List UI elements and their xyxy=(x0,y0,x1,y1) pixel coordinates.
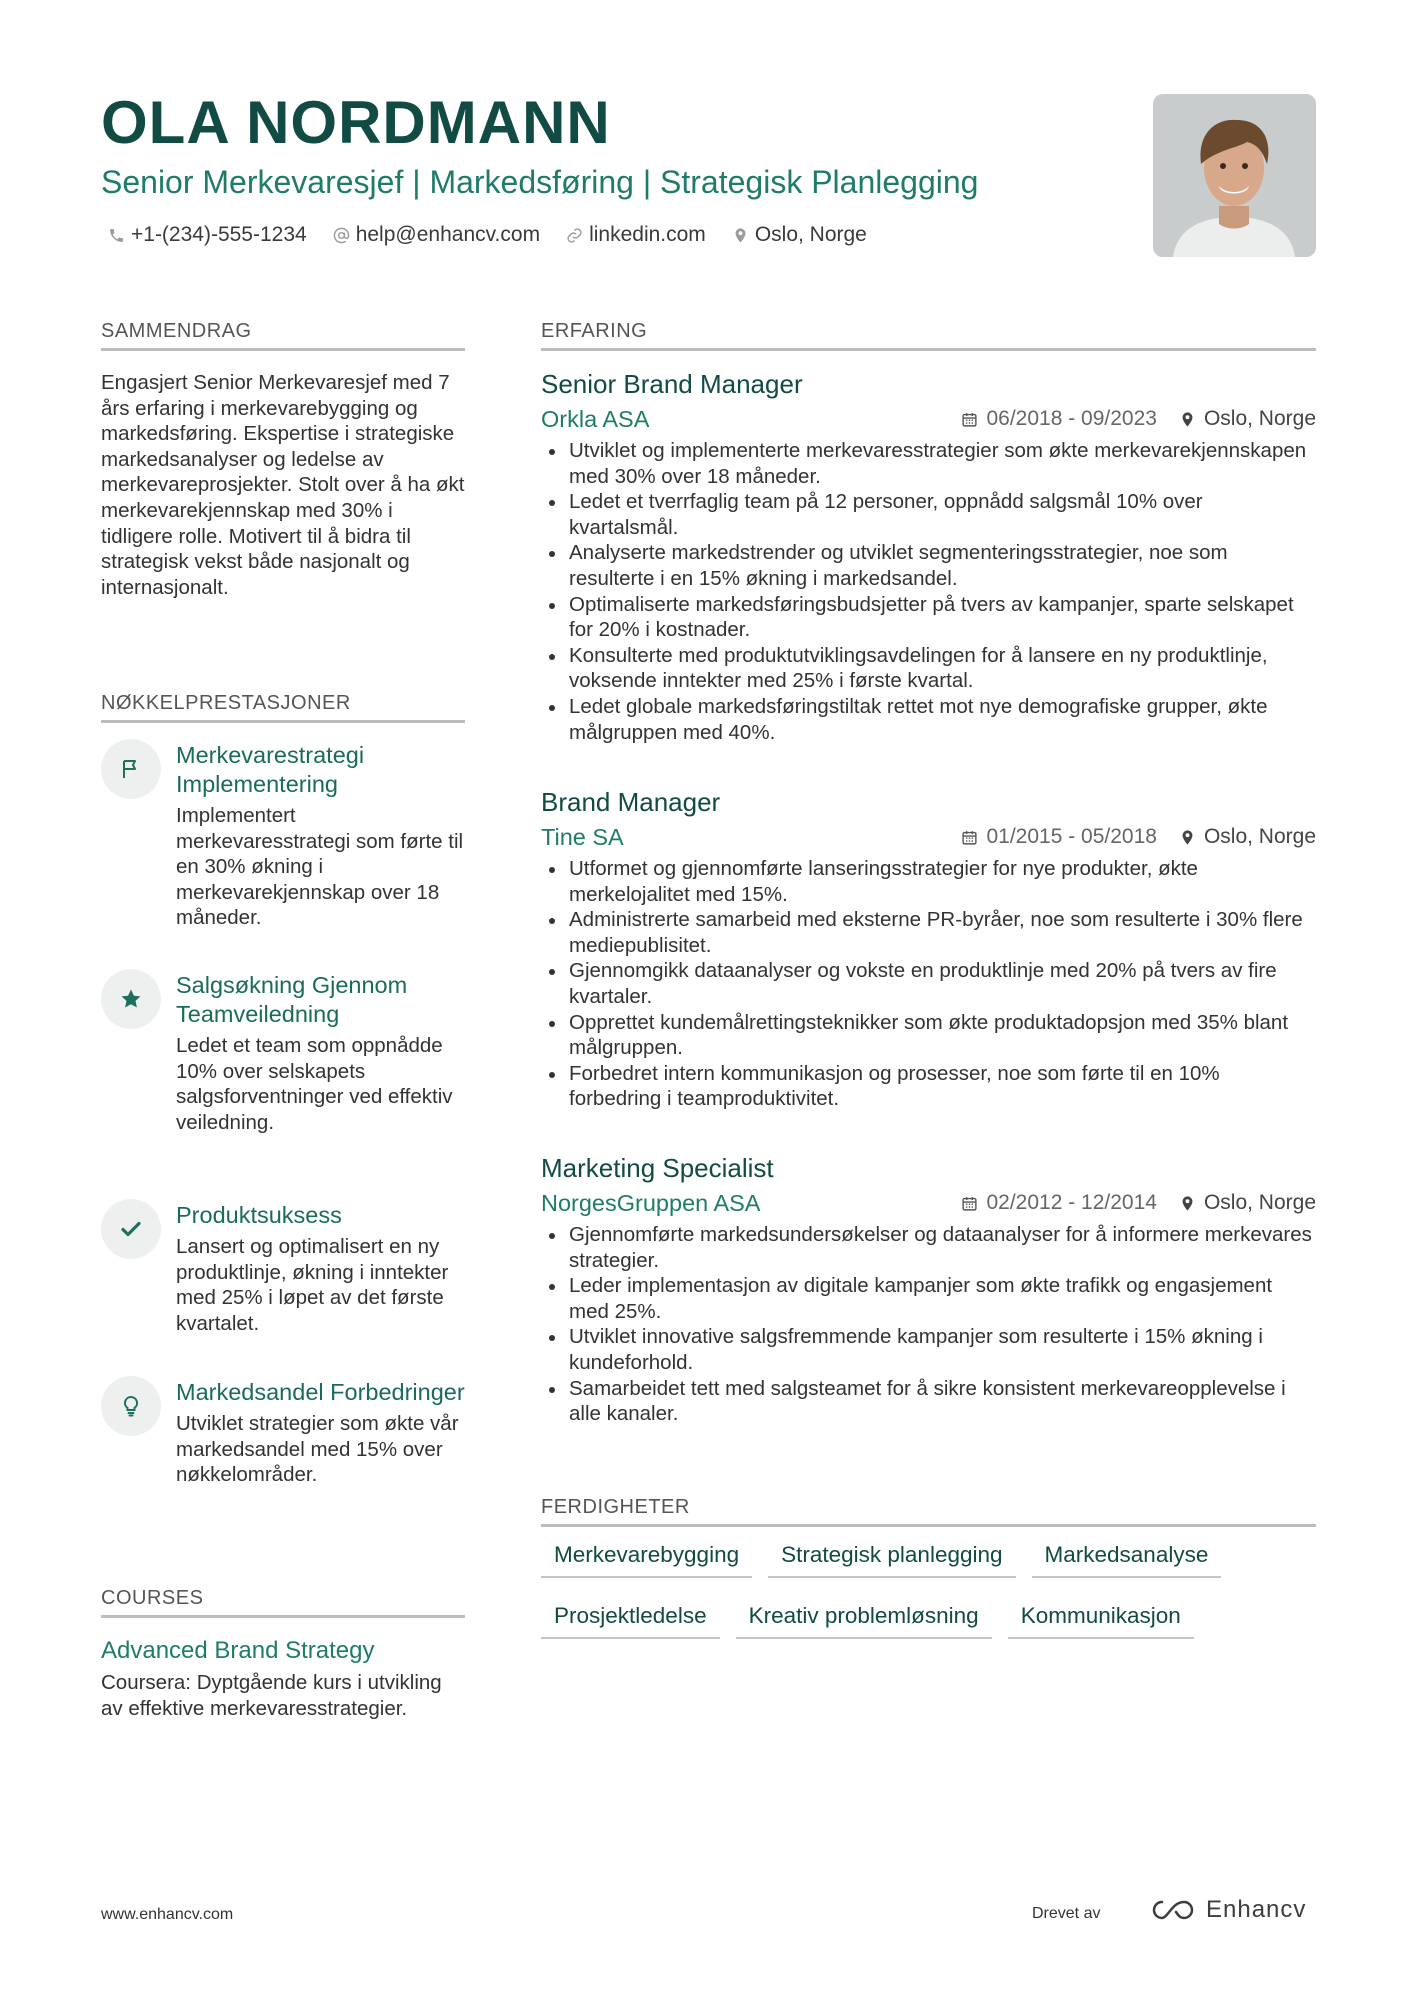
job-bullet: Optimaliserte markedsføringsbudsjetter på tvers av kampanjer, sparte selskapet for 20% i kostnader. xyxy=(541,592,1316,643)
job-company: NorgesGruppen ASA xyxy=(541,1190,761,1216)
course-title: Advanced Brand Strategy xyxy=(101,1637,375,1664)
profile-photo-illustration xyxy=(1153,94,1316,257)
location-pin-icon xyxy=(732,227,749,244)
link-icon xyxy=(566,227,583,244)
at-icon xyxy=(333,227,350,244)
summary-text: Engasjert Senior Merkevaresjef med 7 års erfaring i merkevarebygging og markedsføring. Ekspertise i strategiske markedsanalyser og ledelse av merkevareprosjekter. Stolt over å ha økt merkevarekjennskap med 30% i tidligere rolle. Motivert til å bidra til strategisk vekst både nasjonalt og internasjonalt. xyxy=(101,371,465,599)
job-bullets xyxy=(541,1222,1316,1427)
achievement-title: Merkevarestrategi Implementering xyxy=(176,742,365,797)
job-bullet: Forbedret intern kommunikasjon og prosesser, noe som førte til en 10% forbedring i teamproduktivitet. xyxy=(541,1061,1316,1112)
achievement-icon-wrap xyxy=(101,969,161,1029)
job-entry xyxy=(541,786,1316,1112)
skill-tag: Kommunikasjon xyxy=(1008,1601,1194,1639)
job-bullet: Gjennomførte markedsundersøkelser og dataanalyser for å informere merkevares strategier. xyxy=(541,1222,1316,1273)
job-bullets xyxy=(541,438,1316,745)
achievement-title: Produktsuksess xyxy=(176,1202,342,1228)
logo-wordmark: Enhancv xyxy=(1206,1896,1307,1923)
location-pin-icon xyxy=(1179,1195,1196,1212)
skill-tag: Prosjektledelse xyxy=(541,1601,720,1639)
footer-website[interactable]: www.enhancv.com xyxy=(101,1906,234,1923)
flag-icon xyxy=(119,757,143,781)
linkedin-text: linkedin.com xyxy=(589,223,706,246)
job-bullet: Utformet og gjennomførte lanseringsstrategier for nye produkter, økte merkelojalitet med 15%. xyxy=(541,856,1316,907)
infinity-logo-icon xyxy=(1150,1898,1196,1922)
job-entry xyxy=(541,1152,1316,1427)
enhancv-logo[interactable] xyxy=(1150,1896,1306,1924)
calendar-icon xyxy=(961,829,978,846)
skill-tag: Markedsanalyse xyxy=(1032,1540,1222,1578)
achievement-description: Implementert merkevaresstrategi som førte til en 30% økning i merkevarekjennskap over 18 måneder. xyxy=(176,804,464,930)
contact-bar xyxy=(108,220,867,250)
contact-linkedin[interactable] xyxy=(566,220,706,250)
achievement-description: Utviklet strategier som økte vår markedsandel med 15% over nøkkelområder. xyxy=(176,1412,459,1487)
achievement-icon-wrap xyxy=(101,1376,161,1436)
job-bullet: Administrerte samarbeid med eksterne PR-byråer, noe som resulterte i 30% flere mediepublisitet. xyxy=(541,907,1316,958)
job-bullets xyxy=(541,856,1316,1112)
job-location: Oslo, Norge xyxy=(1203,407,1316,430)
check-icon xyxy=(119,1217,143,1241)
job-title: Senior Brand Manager xyxy=(541,369,803,399)
job-bullet: Analyserte markedstrender og utviklet segmenteringsstrategier, noe som resulterte i en 15% økning i markedsandel. xyxy=(541,540,1316,591)
contact-phone xyxy=(108,220,307,250)
job-company: Tine SA xyxy=(541,824,624,850)
job-bullet: Konsulterte med produktutviklingsavdelingen for å lansere en ny produktlinje, voksende inntekter med 25% i første kvartal. xyxy=(541,643,1316,694)
profile-photo xyxy=(1153,94,1316,257)
job-bullet: Ledet et tverrfaglig team på 12 personer, oppnådd salgsmål 10% over kvartalsmål. xyxy=(541,489,1316,540)
job-company: Orkla ASA xyxy=(541,406,650,432)
job-dates: 06/2018 - 09/2023 xyxy=(986,407,1157,430)
achievement-item xyxy=(101,741,465,931)
star-icon xyxy=(119,987,143,1011)
job-entry xyxy=(541,368,1316,745)
job-bullet: Utviklet og implementerte merkevaresstrategier som økte merkevarekjennskapen med 30% over 18 måneder. xyxy=(541,438,1316,489)
job-bullet: Gjennomgikk dataanalyser og vokste en produktlinje med 20% på tvers av fire kvartaler. xyxy=(541,958,1316,1009)
skill-tag: Strategisk planlegging xyxy=(768,1540,1015,1578)
skill-tag: Merkevarebygging xyxy=(541,1540,752,1578)
achievement-item xyxy=(101,1201,465,1336)
footer-powered-by: Drevet av xyxy=(1032,1905,1101,1922)
achievement-icon-wrap xyxy=(101,1199,161,1259)
job-location: Oslo, Norge xyxy=(1203,1191,1316,1214)
email-text: help@enhancv.com xyxy=(355,223,541,246)
summary-section-title: SAMMENDRAG xyxy=(101,318,465,351)
headline: Senior Merkevaresjef | Markedsføring | Strategisk Planlegging xyxy=(101,164,979,200)
job-bullet: Opprettet kundemålrettingsteknikker som økte produktadopsjon med 35% blant målgruppen. xyxy=(541,1010,1316,1061)
achievement-item xyxy=(101,971,465,1135)
contact-email[interactable] xyxy=(333,220,540,250)
candidate-name: OLA NORDMANN xyxy=(101,89,611,156)
achievement-description: Lansert og optimalisert en ny produktlinje, økning i inntekter med 25% i løpet av det første kvartalet. xyxy=(176,1235,449,1335)
job-bullet: Utviklet innovative salgsfremmende kampanjer som resulterte i 15% økning i kundeforhold. xyxy=(541,1324,1316,1375)
skills-list xyxy=(541,1540,1316,1662)
achievements-section-title: NØKKELPRESTASJONER xyxy=(101,690,465,723)
job-title: Marketing Specialist xyxy=(541,1153,774,1183)
achievement-description: Ledet et team som oppnådde 10% over selskapets salgsforventninger ved effektiv veiledning. xyxy=(176,1034,453,1134)
phone-icon xyxy=(108,227,125,244)
job-bullet: Samarbeidet tett med salgsteamet for å sikre konsistent merkevareopplevelse i alle kanaler. xyxy=(541,1376,1316,1427)
course-item xyxy=(101,1636,465,1721)
job-title: Brand Manager xyxy=(541,787,721,817)
location-text: Oslo, Norge xyxy=(754,223,867,246)
location-pin-icon xyxy=(1179,411,1196,428)
courses-section-title: COURSES xyxy=(101,1585,465,1618)
achievement-item xyxy=(101,1378,465,1488)
experience-section-title: ERFARING xyxy=(541,318,1316,351)
location-pin-icon xyxy=(1179,829,1196,846)
course-description: Coursera: Dyptgående kurs i utvikling av effektive merkevaresstrategier. xyxy=(101,1671,442,1720)
achievement-title: Markedsandel Forbedringer xyxy=(176,1379,465,1405)
job-dates: 02/2012 - 12/2014 xyxy=(986,1191,1157,1214)
job-dates: 01/2015 - 05/2018 xyxy=(986,825,1157,848)
achievement-icon-wrap xyxy=(101,739,161,799)
phone-text: +1-(234)-555-1234 xyxy=(131,223,307,246)
skill-tag: Kreativ problemløsning xyxy=(736,1601,992,1639)
job-bullet: Ledet globale markedsføringstiltak rettet mot nye demografiske grupper, økte målgruppen med 40%. xyxy=(541,694,1316,745)
skills-section-title: FERDIGHETER xyxy=(541,1494,1316,1527)
calendar-icon xyxy=(961,1195,978,1212)
lightbulb-icon xyxy=(119,1394,143,1418)
calendar-icon xyxy=(961,411,978,428)
job-location: Oslo, Norge xyxy=(1203,825,1316,848)
contact-location xyxy=(732,220,867,250)
job-bullet: Leder implementasjon av digitale kampanjer som økte trafikk og engasjement med 25%. xyxy=(541,1273,1316,1324)
achievement-title: Salgsøkning Gjennom Teamveiledning xyxy=(176,972,408,1027)
